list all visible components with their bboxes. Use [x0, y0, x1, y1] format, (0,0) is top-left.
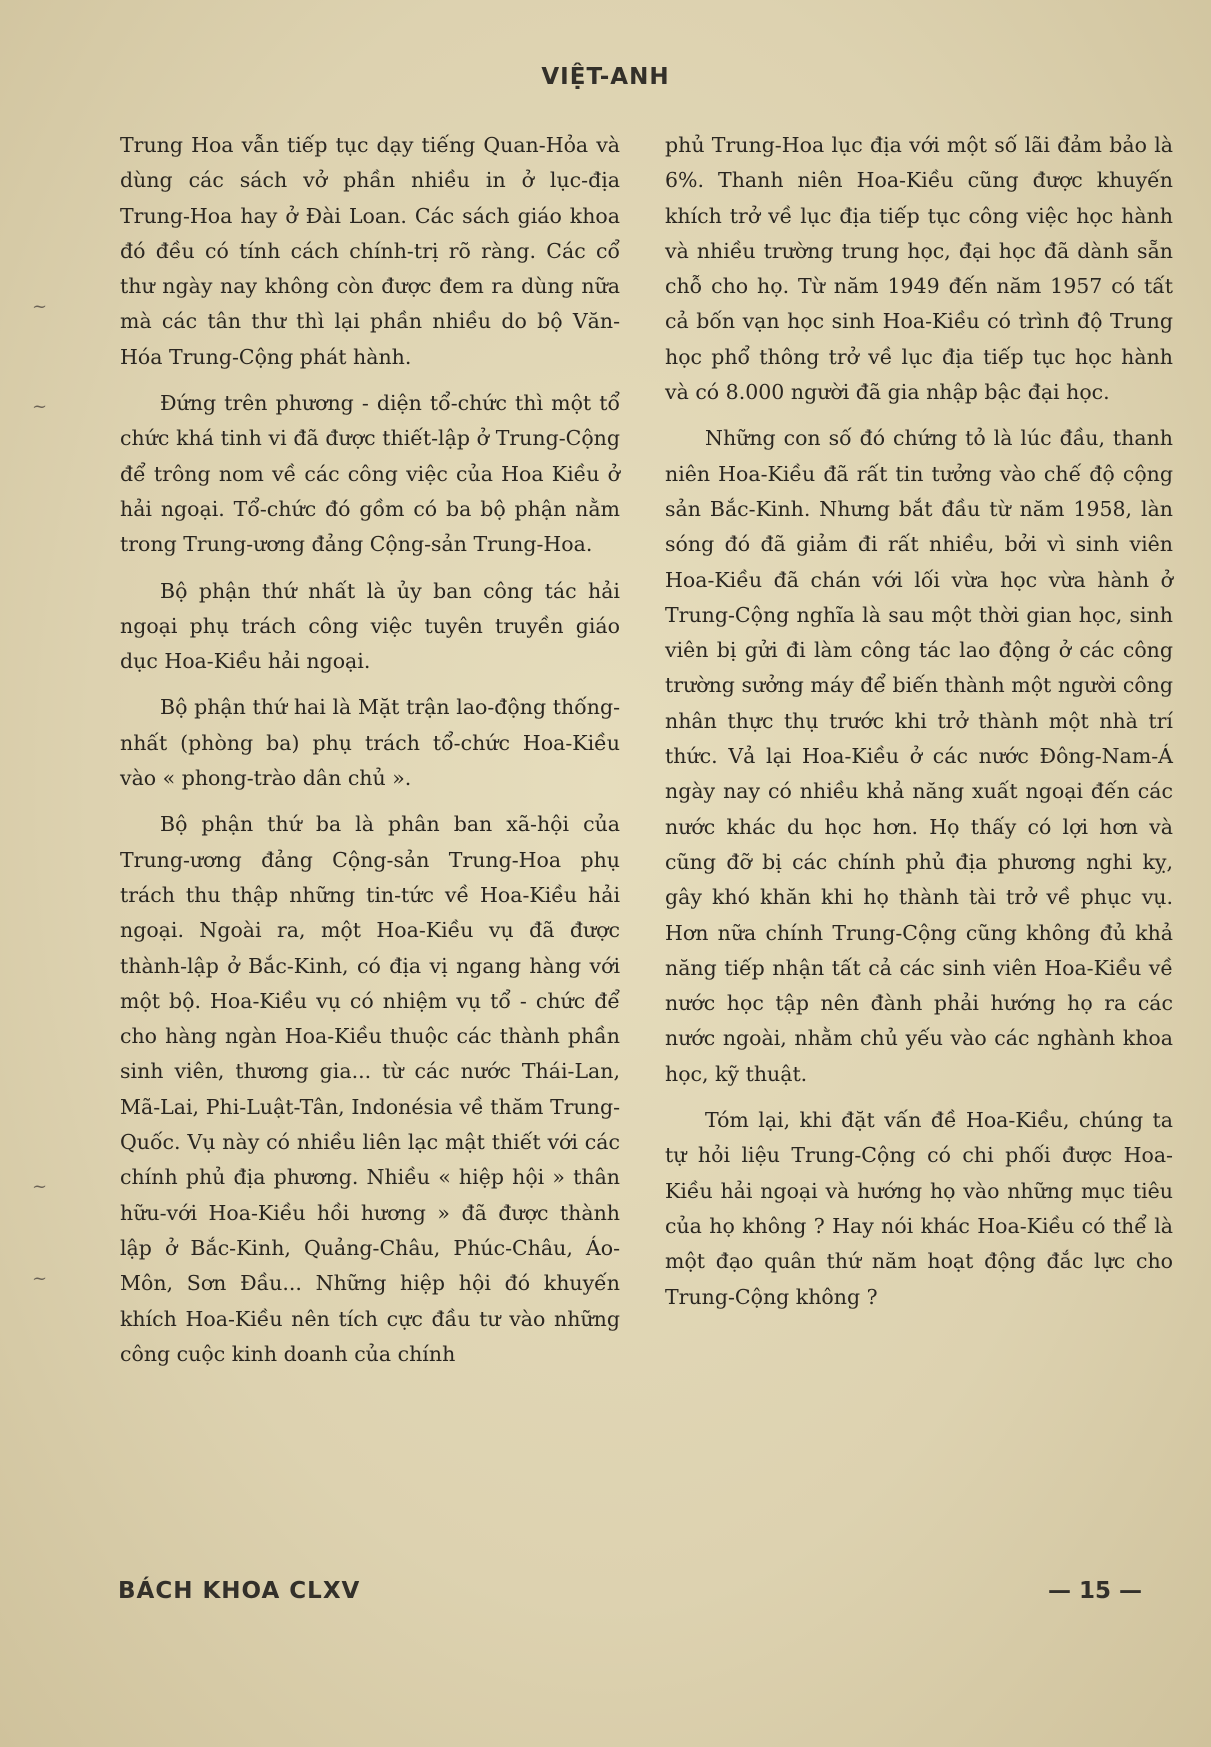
paragraph: Đứng trên phương - diện tổ-chức thì một tổ chức khá tinh vi đã được thiết-lập ở Trung-Cộng để trông nom về các công việc của Hoa Kiều ở hải ngoại. Tổ-chức đó gồm có ba bộ phận nằm trong Trung-ương đảng Cộng-sản Trung-Hoa. [120, 391, 620, 557]
left-column [120, 128, 620, 1383]
paragraph: Trung Hoa vẫn tiếp tục dạy tiếng Quan-Hỏa và dùng các sách vở phần nhiều in ở lục-địa Trung-Hoa hay ở Đài Loan. Các sách giáo khoa đó đều có tính cách chính-trị rõ ràng. Các cổ thư ngày nay không còn được đem ra dùng nữa mà các tân thư thì lại phần nhiều do bộ Văn-Hóa Trung-Cộng phát hành. [120, 133, 620, 369]
paragraph: Tóm lại, khi đặt vấn đề Hoa-Kiều, chúng ta tự hỏi liệu Trung-Cộng có chi phối được Hoa-Kiều hải ngoại và hướng họ vào những mục tiêu của họ không ? Hay nói khác Hoa-Kiều có thể là một đạo quân thứ năm hoạt động đắc lực cho Trung-Cộng không ? [665, 1108, 1173, 1309]
paragraph: phủ Trung-Hoa lục địa với một số lãi đảm bảo là 6%. Thanh niên Hoa-Kiều cũng được khuyến khích trở về lục địa tiếp tục công việc học hành và nhiều trường trung học, đại học đã dành sẵn chỗ cho họ. Từ năm 1949 đến năm 1957 có tất cả bốn vạn học sinh Hoa-Kiều có trình độ Trung học phổ thông trở về lục địa tiếp tục học hành và có 8.000 người đã gia nhập bậc đại học. [665, 133, 1173, 405]
running-title: VIỆT-ANH [541, 64, 670, 90]
publication-footer: BÁCH KHOA CLXV [118, 1578, 361, 1604]
paragraph: Bộ phận thứ hai là Mặt trận lao-động thống-nhất (phòng ba) phụ trách tổ-chức Hoa-Kiều vào « phong-trào dân chủ ». [120, 695, 620, 791]
page-number: — 15 — [1048, 1578, 1143, 1604]
paragraph: Bộ phận thứ nhất là ủy ban công tác hải ngoại phụ trách công việc tuyên truyền giáo dục Hoa-Kiều hải ngoại. [120, 578, 620, 674]
margin-mark: ~ [32, 296, 48, 317]
paragraph: Những con số đó chứng tỏ là lúc đầu, thanh niên Hoa-Kiều đã rất tin tưởng vào chế độ cộng sản Bắc-Kinh. Nhưng bắt đầu từ năm 1958, làn sóng đó đã giảm đi rất nhiều, bởi vì sinh viên Hoa-Kiều đã chán với lối vừa học vừa hành ở Trung-Cộng nghĩa là sau một thời gian học, sinh viên bị gửi đi làm công tác lao động ở các công trường sưởng máy để biến thành một người công nhân thực thụ trước khi trở thành một nhà trí thức. Vả lại Hoa-Kiều ở các nước Đông-Nam-Á ngày nay có nhiều khả năng xuất ngoại đến các nước khác du học hơn. Họ thấy có lợi hơn và cũng đỡ bị các chính phủ địa phương nghi kỵ, gây khó khăn khi họ thành tài trở về phục vụ. Hơn nữa chính Trung-Cộng cũng không đủ khả năng tiếp nhận tất cả các sinh viên Hoa-Kiều về nước học tập nên đành phải hướng họ ra các nước ngoài, nhằm chủ yếu vào các nghành khoa học, kỹ thuật. [665, 426, 1173, 1086]
margin-mark: ~ [32, 1268, 48, 1289]
margin-mark: ~ [32, 396, 48, 417]
paragraph: Bộ phận thứ ba là phân ban xã-hội của Trung-ương đảng Cộng-sản Trung-Hoa phụ trách thu thập những tin-tức về Hoa-Kiều hải ngoại. Ngoài ra, một Hoa-Kiều vụ đã được thành-lập ở Bắc-Kinh, có địa vị ngang hàng với một bộ. Hoa-Kiều vụ có nhiệm vụ tổ - chức để cho hàng ngàn Hoa-Kiều thuộc các thành phần sinh viên, thương gia... từ các nước Thái-Lan, Mã-Lai, Phi-Luật-Tân, Indonésia về thăm Trung-Quốc. Vụ này có nhiều liên lạc mật thiết với các chính phủ địa phương. Nhiều « hiệp hội » thân hữu-với Hoa-Kiều hồi hương » đã được thành lập ở Bắc-Kinh, Quảng-Châu, Phúc-Châu, Áo-Môn, Sơn Đầu... Những hiệp hội đó khuyến khích Hoa-Kiều nên tích cực đầu tư vào những công cuộc kinh doanh của chính [120, 812, 620, 1366]
margin-mark: ~ [32, 1176, 48, 1197]
right-column [665, 128, 1173, 1326]
